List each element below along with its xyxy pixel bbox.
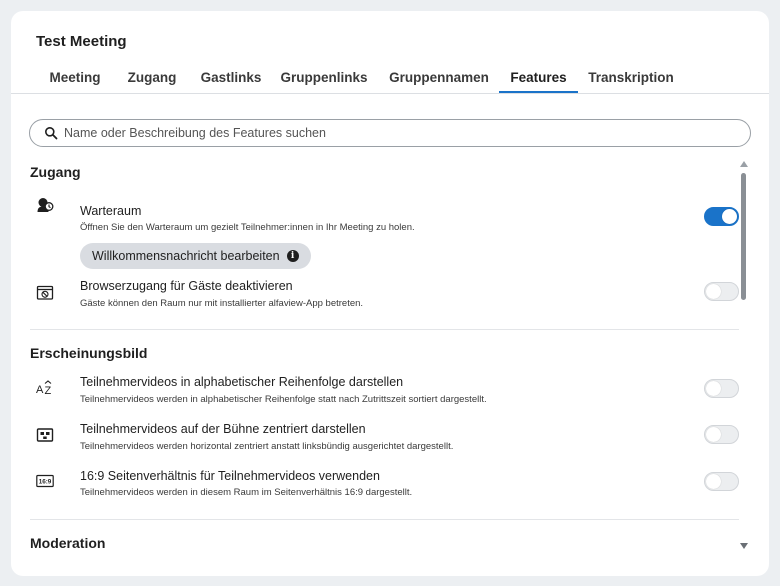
tab-gastlinks[interactable]: Gastlinks <box>200 70 262 85</box>
tab-gruppenlinks[interactable]: Gruppenlinks <box>280 70 368 85</box>
info-icon: i <box>287 250 299 262</box>
toggle-aspect-ratio[interactable] <box>704 472 739 491</box>
edit-welcome-message-button[interactable] <box>80 243 311 269</box>
feature-desc-centered: Teilnehmervideos werden horizontal zentriert anstatt linksbündig ausgerichtet dargestellt. <box>80 441 454 452</box>
settings-dialog <box>11 11 769 576</box>
tab-features[interactable]: Features <box>499 63 578 93</box>
toggle-knob <box>706 474 721 489</box>
feature-title-centered: Teilnehmervideos auf der Bühne zentriert darstellen <box>80 422 366 436</box>
scrollbar-thumb[interactable] <box>741 173 746 300</box>
dialog-title: Test Meeting <box>36 33 127 50</box>
feature-desc-browser-access: Gäste können den Raum nur mit installierter alfaview-App betreten. <box>80 298 364 309</box>
search-input[interactable] <box>64 124 734 142</box>
feature-desc-warteraum: Öffnen Sie den Warteraum um gezielt Teilnehmer:innen in Ihr Meeting zu holen. <box>80 222 415 233</box>
svg-text:Z: Z <box>44 385 52 397</box>
scroll-down-arrow-icon[interactable] <box>740 543 748 549</box>
aspect-ratio-icon <box>36 472 54 490</box>
toggle-warteraum[interactable] <box>704 207 739 226</box>
toggle-knob <box>706 381 721 396</box>
feature-search[interactable] <box>29 119 751 147</box>
section-divider <box>30 519 739 520</box>
feature-title-browser-access: Browserzugang für Gäste deaktivieren <box>80 279 293 293</box>
feature-title-aspect-ratio: 16:9 Seitenverhältnis für Teilnehmervideos verwenden <box>80 469 380 483</box>
toggle-knob <box>706 284 721 299</box>
feature-desc-aspect-ratio: Teilnehmervideos werden in diesem Raum im Seitenverhältnis 16:9 dargestellt. <box>80 487 413 498</box>
tab-transkription[interactable]: Transkription <box>588 70 674 85</box>
aspect-ratio-label: 16:9 <box>38 478 52 486</box>
tab-bar <box>11 63 769 94</box>
toggle-browser-access[interactable] <box>704 282 739 301</box>
tab-zugang[interactable]: Zugang <box>127 70 177 85</box>
toggle-knob <box>706 427 721 442</box>
toggle-knob <box>722 209 737 224</box>
feature-list <box>11 159 769 567</box>
waiting-room-icon <box>36 196 54 214</box>
alphabetical-sort-icon <box>36 379 54 397</box>
browser-blocked-icon <box>36 284 54 302</box>
feature-title-alphabetical: Teilnehmervideos in alphabetischer Reihenfolge darstellen <box>80 375 404 389</box>
tab-meeting[interactable]: Meeting <box>49 70 101 85</box>
feature-desc-alphabetical: Teilnehmervideos werden in alphabetischer Reihenfolge statt nach Zutrittszeit sortiert dargestellt. <box>80 394 487 405</box>
tab-gruppennamen[interactable]: Gruppennamen <box>389 70 489 85</box>
section-title-erscheinungsbild: Erscheinungsbild <box>30 345 148 361</box>
scrollbar[interactable] <box>738 161 750 553</box>
search-icon <box>44 126 58 140</box>
toggle-alphabetical[interactable] <box>704 379 739 398</box>
scroll-up-arrow-icon[interactable] <box>740 161 748 167</box>
center-layout-icon <box>36 426 54 444</box>
section-title-moderation: Moderation <box>30 535 106 551</box>
toggle-centered[interactable] <box>704 425 739 444</box>
section-divider <box>30 329 739 330</box>
edit-welcome-message-label: Willkommensnachricht bearbeiten <box>92 249 280 263</box>
svg-text:A: A <box>36 384 44 396</box>
feature-title-warteraum: Warteraum <box>80 204 142 218</box>
section-title-zugang: Zugang <box>30 164 81 180</box>
